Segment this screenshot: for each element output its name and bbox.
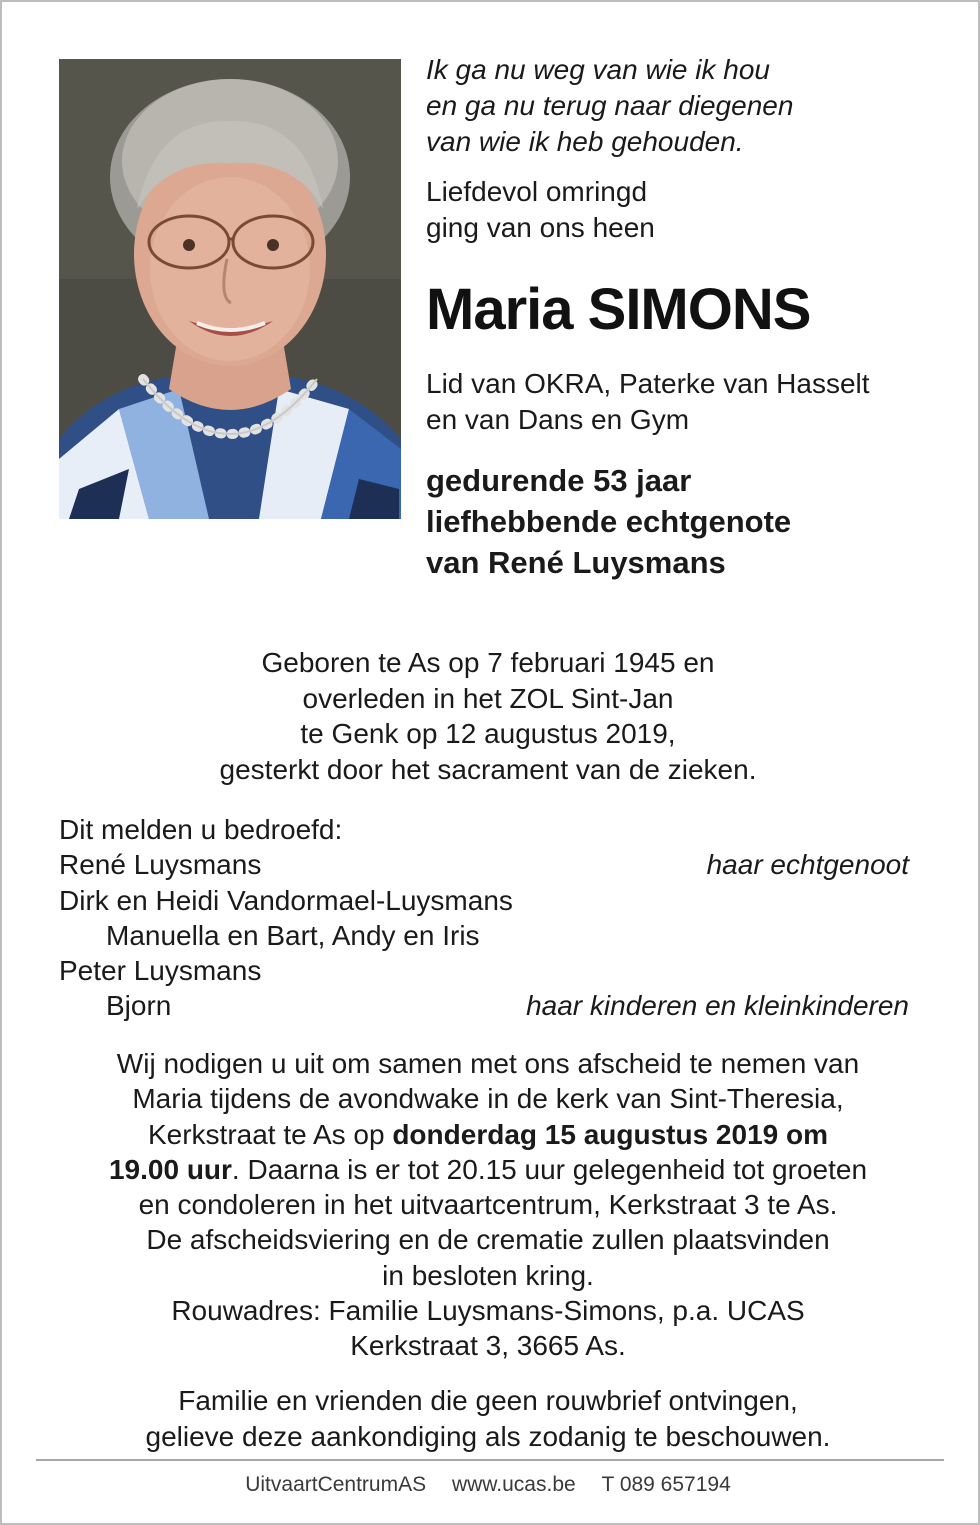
invitation <box>0 1046 976 1364</box>
right-column <box>426 52 946 583</box>
birth-death-details <box>0 645 976 787</box>
invitation-line: Maria tijdens de avondwake in de kerk van Sint-Theresia, <box>132 1083 844 1115</box>
spouse-line: gedurende 53 jaar <box>426 463 692 498</box>
membership-line: Lid van OKRA, Paterke van Hasselt <box>426 368 870 399</box>
footer-website[interactable]: www.ucas.be <box>451 1473 576 1496</box>
invitation-line <box>0 1117 976 1152</box>
invitation-line: Rouwadres: Familie Luysmans-Simons, p.a. UCAS <box>171 1295 805 1327</box>
family-member: Bjorn <box>106 990 172 1022</box>
intro-text <box>426 174 946 246</box>
poem-line: Ik ga nu weg van wie ik hou <box>426 54 770 85</box>
invitation-text: Kerkstraat te As op <box>147 1118 393 1150</box>
footer-divider <box>36 1459 944 1461</box>
poem-line: van wie ik heb gehouden. <box>426 126 744 157</box>
membership <box>426 366 946 438</box>
family-intro: Dit melden u bedroefd: <box>59 814 343 845</box>
invitation-line: Kerkstraat 3, 3665 As. <box>350 1330 626 1362</box>
poem <box>426 52 946 160</box>
intro-line: Liefdevol omringd <box>426 176 648 207</box>
notice <box>0 1383 976 1454</box>
invitation-text: . Daarna is er tot 20.15 uur gelegenheid tot groeten <box>231 1153 868 1185</box>
portrait-illustration <box>59 59 401 519</box>
spouse-line: liefhebbende echtgenote <box>426 504 792 539</box>
born-line: te Genk op 12 augustus 2019, <box>300 718 676 749</box>
family-row <box>59 918 909 953</box>
family-member: Dirk en Heidi Vandormael-Luysmans <box>59 884 513 916</box>
born-line: overleden in het ZOL Sint-Jan <box>302 682 674 714</box>
invitation-line: Wij nodigen u uit om samen met ons afscheid te nemen van <box>116 1048 860 1079</box>
poem-line: en ga nu terug naar diegenen <box>426 90 794 121</box>
notice-line: Familie en vrienden die geen rouwbrief ontvingen, <box>178 1385 798 1416</box>
family-member: Manuella en Bart, Andy en Iris <box>106 919 480 951</box>
footer <box>0 1470 976 1500</box>
family-member: René Luysmans <box>59 849 262 881</box>
invitation-line <box>0 1152 976 1187</box>
footer-company: UitvaartCentrumAS <box>245 1473 427 1496</box>
family-row <box>59 847 909 882</box>
footer-phone: T 089 657194 <box>601 1473 731 1496</box>
born-line: gesterkt door het sacrament van de zieken. <box>219 753 757 785</box>
family-member: Peter Luysmans <box>59 955 262 987</box>
portrait-photo <box>59 59 401 519</box>
family-list <box>59 812 909 1024</box>
invitation-line: De afscheidsviering en de crematie zullen plaatsvinden <box>146 1224 830 1256</box>
membership-line: en van Dans en Gym <box>426 404 690 435</box>
family-row <box>59 883 909 918</box>
family-relation: haar kinderen en kleinkinderen <box>526 990 909 1022</box>
notice-line: gelieve deze aankondiging als zodanig te beschouwen. <box>145 1420 831 1452</box>
invitation-time: 19.00 uur <box>108 1153 232 1185</box>
born-line: Geboren te As op 7 februari 1945 en <box>261 647 715 678</box>
deceased-name: Maria SIMONS <box>426 277 811 342</box>
invitation-line: en condoleren in het uitvaartcentrum, Kerkstraat 3 te As. <box>138 1189 838 1221</box>
invitation-date: donderdag 15 augustus 2019 om <box>392 1118 828 1150</box>
family-row <box>59 953 909 988</box>
family-row <box>59 988 909 1023</box>
family-relation: haar echtgenoot <box>706 849 909 881</box>
spouse-statement <box>426 460 946 583</box>
spouse-line: van René Luysmans <box>426 545 726 580</box>
invitation-line: in besloten kring. <box>382 1259 594 1291</box>
intro-line: ging van ons heen <box>426 212 655 243</box>
family-intro-row <box>59 812 909 847</box>
